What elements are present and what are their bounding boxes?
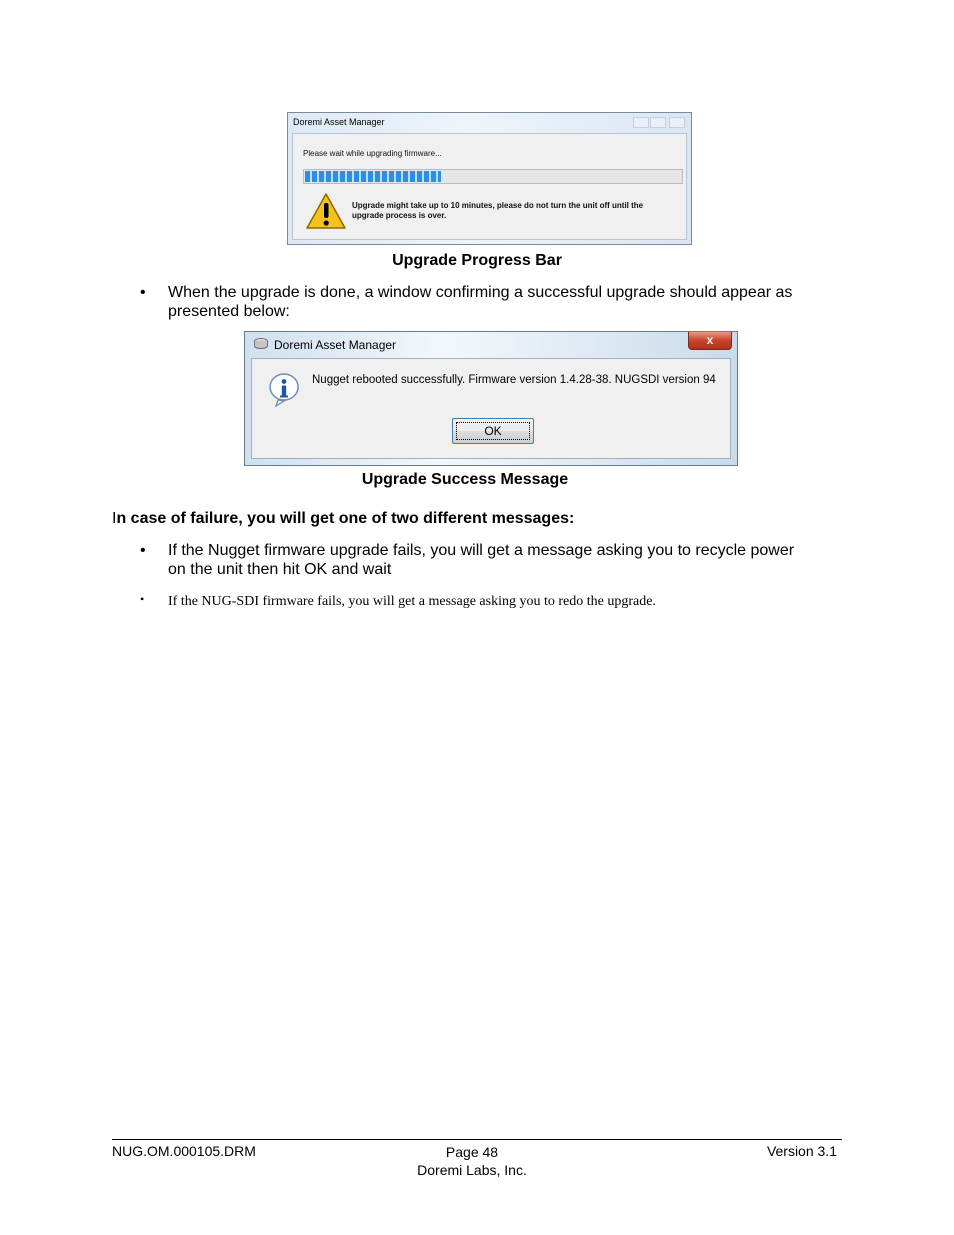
upgrade-success-dialog [244, 331, 738, 466]
footer-center [372, 1143, 572, 1179]
footer-doc-id: NUG.OM.000105.DRM [112, 1143, 256, 1159]
warning-text [352, 201, 682, 221]
upgrade-progress-dialog [287, 112, 692, 245]
dialog-body [292, 133, 687, 240]
failure-heading-text: n case of failure, you will get one of two different messages: [116, 510, 575, 527]
bullet-text-3: If the NUG-SDI firmware fails, you will get a message asking you to redo the upgrade. [168, 594, 656, 609]
app-icon [253, 337, 269, 351]
progress-message: Please wait while upgrading firmware... [303, 149, 442, 158]
progress-bar [303, 169, 683, 184]
success-message: Nugget rebooted successfully. Firmware version 1.4.28-38. NUGSDI version 94 [312, 374, 716, 386]
info-icon [266, 371, 302, 407]
dialog-title: Doremi Asset Manager [274, 338, 397, 352]
dialog-body [251, 358, 731, 459]
footer-page-number: Page 48 [445, 1144, 499, 1160]
bullet-1-line-2: presented below: [168, 303, 290, 320]
caption-success: Upgrade Success Message [361, 471, 569, 488]
bullet-2-line-1: If the Nugget firmware upgrade fails, you will get a message asking you to recycle power [168, 542, 795, 559]
progress-bar-fill [305, 171, 441, 182]
caption-progress: Upgrade Progress Bar [392, 252, 562, 269]
footer-company: Doremi Labs, Inc. [417, 1162, 527, 1178]
bullet-text-2 [168, 541, 848, 579]
bullet-text-1 [168, 283, 848, 321]
bullet-marker: • [140, 284, 146, 301]
warning-icon [305, 192, 347, 230]
minimize-icon[interactable] [633, 117, 649, 128]
ok-button[interactable] [452, 418, 534, 444]
failure-heading [112, 510, 574, 528]
footer-version: Version 3.1 [766, 1143, 837, 1159]
failure-heading-prefix: I [112, 510, 117, 527]
warning-line-1: Upgrade might take up to 10 minutes, please do not turn the unit off until the [352, 201, 644, 210]
maximize-icon[interactable] [650, 117, 666, 128]
bullet-2-line-2: on the unit then hit OK and wait [168, 561, 392, 578]
bullet-marker: • [140, 592, 145, 606]
ok-label: OK [456, 422, 530, 440]
close-icon[interactable] [669, 117, 685, 128]
warning-line-2: upgrade process is over. [352, 211, 447, 220]
dialog-title: Doremi Asset Manager [293, 117, 385, 127]
bullet-1-line-1: When the upgrade is done, a window confirming a successful upgrade should appear as [168, 284, 793, 301]
bullet-marker: • [140, 542, 146, 559]
close-button[interactable]: x [688, 332, 732, 350]
footer-rule [112, 1139, 842, 1140]
